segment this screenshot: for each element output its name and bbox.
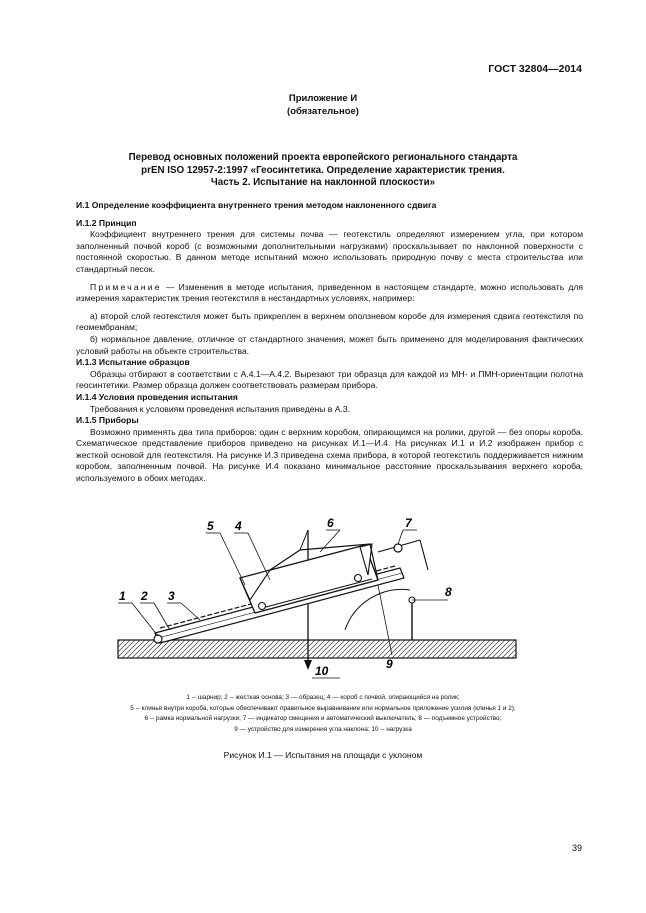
body-text: [76, 200, 583, 485]
figure-label-4: 4: [235, 519, 242, 533]
inclined-plane-test-figure: [0, 510, 646, 690]
roller-right: [355, 575, 362, 582]
frame-strut: [300, 530, 308, 550]
figure-label-2: 2: [141, 589, 148, 603]
leader-6: [320, 530, 340, 552]
section-heading-i14: И.1.4 Условия проведения испытания: [76, 391, 238, 402]
leader-1: [132, 603, 158, 636]
section-heading-i13: И.1.3 Испытание образцов: [76, 357, 190, 368]
load-arrow: [304, 660, 312, 670]
figure-caption: Рисунок И.1 — Испытания на площади с уклоном: [223, 750, 423, 760]
appendix-heading: [0, 92, 646, 118]
document-title-line-3: Часть 2. Испытание на наклонной плоскости»: [210, 177, 436, 188]
document-title-line-2: prEN ISO 12957-2:1997 «Геосинтетика. Определение характеристик трения.: [141, 164, 505, 176]
figure-label-6: 6: [327, 516, 334, 530]
legend-line-3: 6 -- рамка нормальной нагрузки; 7 — индикатор смещения и автоматический выключатель; 8 — подъемное устройство;: [144, 715, 502, 723]
leader-7: [398, 530, 403, 544]
standard-code: ГОСТ 32804—2014: [488, 63, 582, 75]
section-heading-i15: И.1.5 Приборы: [76, 415, 139, 426]
appendix-subtitle: (обязательное): [287, 106, 359, 117]
page-number: 39: [571, 843, 582, 853]
hinge-symbol: [154, 635, 162, 643]
legend-line-2: 5 -- клинья внутри короба, которые обеспечивают правильное выравнивание или нормальное приложение усилия (клинья 1 и 2);: [130, 704, 516, 712]
ground-base: [118, 640, 516, 658]
figure-label-3: 3: [168, 589, 175, 603]
legend-line-4: 9 — устройство для измерения угла наклона; 10 -- нагрузка: [234, 725, 412, 733]
angle-arc: [345, 589, 410, 630]
note-item-b: б) нормальное давление, отличное от стандартного значения, может быть применено для моделирования фактических условий работы на объекте строительства.: [76, 333, 583, 356]
leader-3: [181, 603, 200, 620]
displacement-indicator: [394, 544, 402, 552]
samples-paragraph: Образцы отбирают в соответствии с А.4.1—А.4.2. Вырезают три образца для каждой из МН- и ПМН-ориентации полотна геосинтетики. Размер образца должен соответствовать размерам прибора.: [76, 368, 583, 391]
leader-2: [154, 603, 170, 630]
roller-left: [259, 603, 266, 610]
document-title: [0, 152, 646, 190]
devices-paragraph: Возможно применять два типа приборов: один с верхним коробом, опирающимся на ролики, другой — без опоры короба. Схематическое представление приборов приведено на рисунках И.1—И.4. На рисунках И.1 и И.2 изображен прибор с жесткой основой для геотекстиля. На рисунке И.3 приведена схема прибора, в которой геотекстиль поддерживается нижним коробом, заполненным почвой. На рисунке И.4 показано минимальное расстояние проскальзывания верхнего короба, используемого в обоих методах.: [76, 426, 583, 484]
appendix-title: Приложение И: [288, 93, 358, 104]
figure-label-10: 10: [315, 664, 329, 678]
figure-label-1: 1: [119, 589, 126, 603]
document-title-line-1: Перевод основных положений проекта европейского регионального стандарта: [128, 152, 518, 163]
note-text: — Изменения в методе испытания, приведенном в настоящем стандарте, можно использовать для измерения характеристик трения геотекстиля в нестандартных условиях, например:: [76, 281, 583, 304]
leader-5: [220, 533, 245, 585]
figure-label-8: 8: [445, 585, 452, 599]
section-heading-i12: И.1.2 Принцип: [76, 217, 137, 228]
note-label: Примечание: [90, 281, 162, 292]
figure-label-5: 5: [207, 519, 214, 533]
principle-paragraph: Коэффициент внутреннего трения для системы почва — геотекстиль определяют измерением угла, при котором заполненный почвой короб (с возможными дополнительными нагрузками) проскальзывает по наклонной поверхности с постоянной скоростью. В данном методе испытаний можно использовать природную почву с места строительства или стандартный песок.: [76, 229, 583, 274]
note-paragraph: [76, 282, 583, 305]
section-heading-i1: И.1 Определение коэффициента внутреннего трения методом наклоненного сдвига: [76, 200, 437, 210]
figure-legend: [0, 693, 646, 735]
indicator-bracket: [420, 540, 428, 570]
legend-line-1: 1 -- шарнир; 2 -- жесткая основа; 3 — образец; 4 — короб с почвой, опирающийся на ролик;: [186, 694, 460, 701]
figure-label-7: 7: [405, 516, 412, 530]
figure-label-9: 9: [386, 657, 393, 671]
note-item-a: а) второй слой геотекстиля может быть прикреплен в верхнем оползневом коробе для измерения сдвига геотекстиля по геомембранам;: [76, 310, 583, 333]
conditions-paragraph: Требования к условиям проведения испытания приведены в А.3.: [90, 403, 351, 414]
